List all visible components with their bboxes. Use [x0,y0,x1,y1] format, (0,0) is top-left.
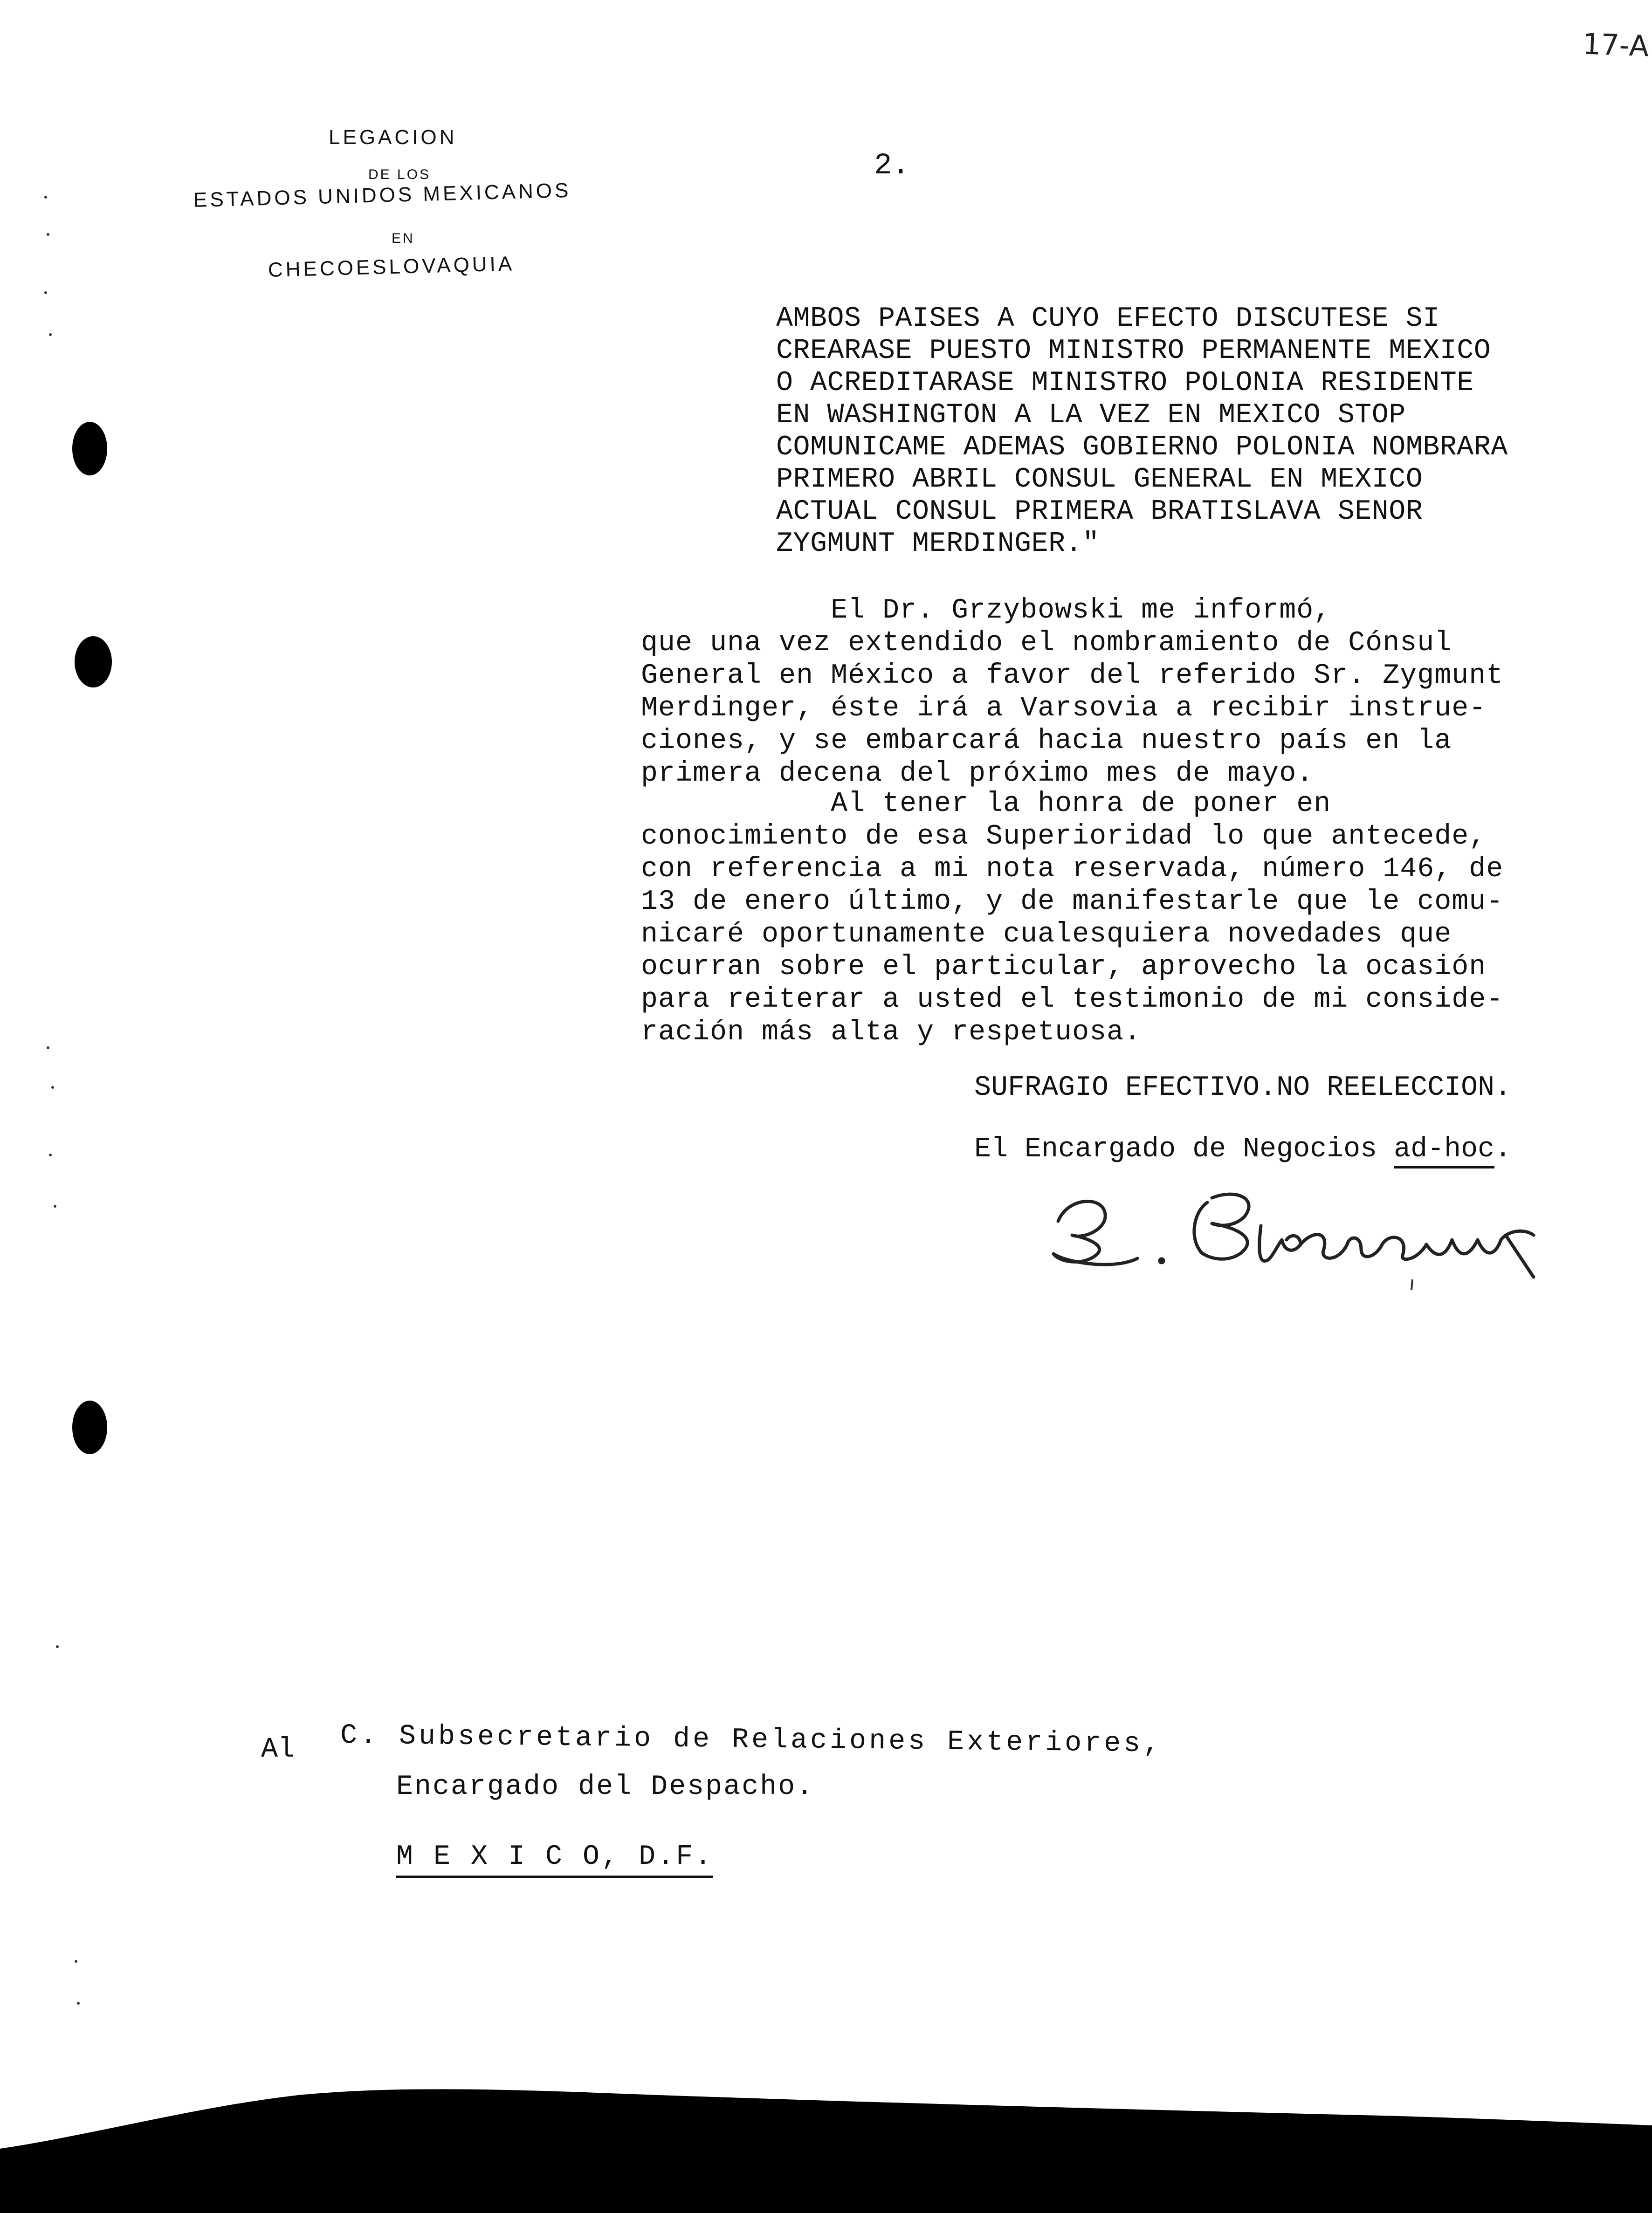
paragraph-line: ocurran sobre el particular, aprovecho la ocasión [641,951,1487,983]
recipient-prefix: Al [261,1734,295,1766]
paragraph-line: General en México a favor del referido Sr. Zygmunt [641,660,1504,692]
margin-speck [56,1645,59,1648]
paragraph-line: primera decena del próximo mes de mayo. [641,758,1314,790]
margin-speck [75,1960,77,1963]
margin-speck [77,2002,80,2005]
punch-hole [72,1401,107,1454]
paragraph-line: para reiterar a usted el testimonio de mi conside- [641,984,1504,1016]
motto: SUFRAGIO EFECTIVO.NO REELECCION. [974,1072,1512,1104]
recipient-line: Encargado del Despacho. [396,1771,815,1803]
telegram-line: AMBOS PAISES A CUYO EFECTO DISCUTESE SI [776,303,1440,335]
recipient-city [396,1841,713,1873]
paragraph-honra [641,788,1597,1049]
telegram-line: CREARASE PUESTO MINISTRO PERMANENTE MEXICO [776,335,1491,367]
signer-title-suffix: . [1494,1134,1512,1165]
telegram-line: COMUNICAME ADEMAS GOBIERNO POLONIA NOMBRARA [776,432,1508,463]
paragraph-informo [641,594,1597,790]
telegram-line: ACTUAL CONSUL PRIMERA BRATISLAVA SENOR [776,496,1423,528]
letterhead-line: DE LOS [368,167,431,182]
margin-speck [44,291,47,294]
telegram-quote [776,303,1569,560]
letterhead-line: ESTADOS UNIDOS MEXICANOS [193,179,571,212]
letterhead-line: CHECOESLOVAQUIA [268,252,515,282]
paragraph-line: Al tener la honra de poner en [641,788,1331,820]
signer-title-prefix: El Encargado de Negocios [974,1134,1394,1165]
signer-title [974,1134,1511,1165]
paragraph-line: 13 de enero último, y de manifestarle que le comu- [641,886,1504,918]
letterhead-line: LEGACION [329,126,457,149]
margin-speck [49,333,52,336]
paragraph-line: El Dr. Grzybowski me informó, [641,595,1331,626]
paragraph-line: ciones, y se embarcará hacia nuestro país en la [641,725,1452,757]
scan-shadow [0,2079,1652,2213]
paragraph-line: nicaré oportunamente cualesquiera novedades que [641,919,1452,950]
paragraph-line: Merdinger, éste irá a Varsovia a recibir instrue- [641,693,1487,724]
recipient-line: C. Subsecretario de Relaciones Exteriores, [340,1720,1163,1760]
margin-speck [44,196,47,199]
paragraph-line: conocimiento de esa Superioridad lo que antecede, [641,821,1487,852]
punch-hole [75,636,112,687]
signer-title-adhoc: ad-hoc [1394,1134,1494,1168]
margin-speck [49,1154,52,1156]
handwritten-signature [1039,1170,1576,1291]
paragraph-line: ración más alta y respetuosa. [641,1017,1142,1048]
telegram-line: EN WASHINGTON A LA VEZ EN MEXICO STOP [776,399,1406,431]
margin-speck [54,1205,56,1208]
paragraph-line: que una vez extendido el nombramiento de Cónsul [641,627,1452,659]
margin-speck [47,233,49,236]
page-number: 2. [874,149,910,183]
margin-speck [51,1086,54,1089]
recipient-city-text: M E X I C O, D.F. [396,1841,713,1878]
telegram-line: PRIMERO ABRIL CONSUL GENERAL EN MEXICO [776,464,1423,495]
corner-page-mark: 17-A [1582,27,1650,63]
margin-speck [47,1046,49,1049]
telegram-line: O ACREDITARASE MINISTRO POLONIA RESIDENTE [776,367,1474,399]
telegram-line: ZYGMUNT MERDINGER." [776,528,1100,560]
letterhead-line: EN [392,231,415,246]
paragraph-line: con referencia a mi nota reservada, número 146, de [641,853,1504,885]
punch-hole [72,422,107,475]
